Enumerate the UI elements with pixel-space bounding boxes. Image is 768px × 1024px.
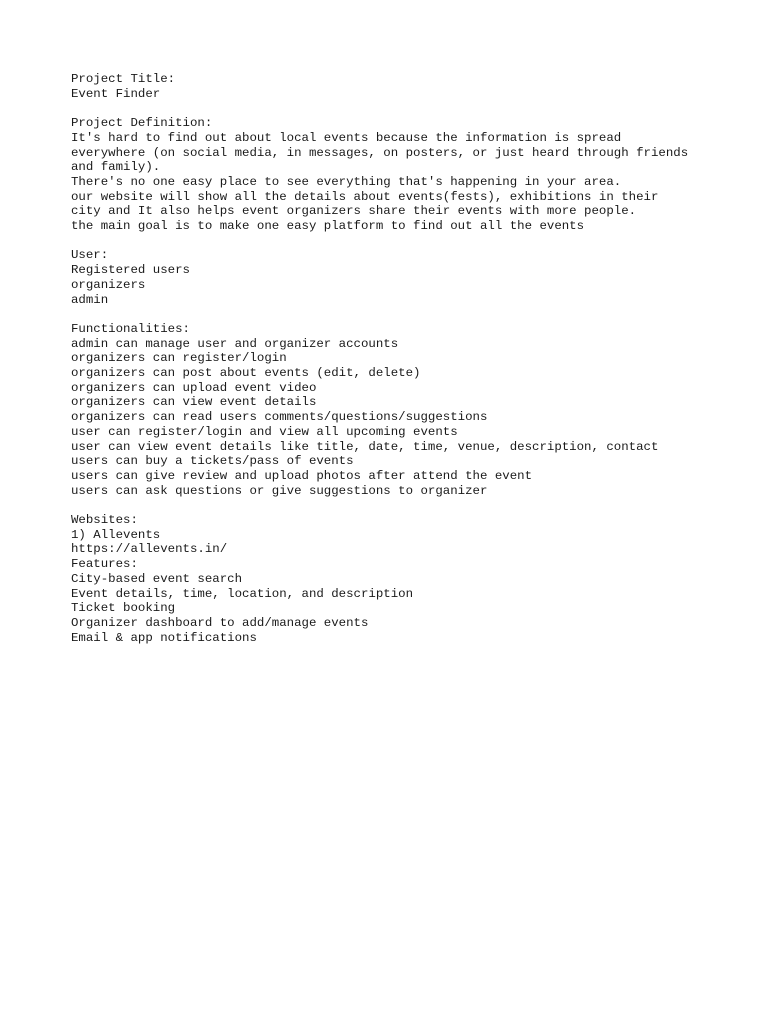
list-item: organizers can upload event video xyxy=(71,380,317,395)
functionalities-section xyxy=(71,322,751,498)
text-line: our website will show all the details about events(fests), exhibitions in their xyxy=(71,189,659,204)
list-item: users can give review and upload photos after attend the event xyxy=(71,468,533,483)
list-item: users can buy a tickets/pass of events xyxy=(71,454,354,469)
list-item: Event details, time, location, and description xyxy=(71,586,414,601)
text-line: everywhere (on social media, in messages, on posters, or just heard through friends xyxy=(71,145,689,160)
list-item: organizers can view event details xyxy=(71,395,317,410)
project-definition-section xyxy=(71,116,751,234)
list-item: organizers can register/login xyxy=(71,351,287,366)
website-url: https://allevents.in/ xyxy=(71,542,228,557)
text-line: the main goal is to make one easy platform to find out all the events xyxy=(71,219,585,234)
list-item: Ticket booking xyxy=(71,601,176,616)
list-item: City-based event search xyxy=(71,571,243,586)
document-page xyxy=(71,72,751,645)
list-item: users can ask questions or give suggestions to organizer xyxy=(71,483,488,498)
website-name: 1) Allevents xyxy=(71,527,161,542)
list-item: Organizer dashboard to add/manage events xyxy=(71,615,369,630)
text-line: city and It also helps event organizers share their events with more people. xyxy=(71,204,637,219)
list-item: organizers can post about events (edit, delete) xyxy=(71,366,421,381)
list-item: organizers xyxy=(71,277,146,292)
section-heading: Websites: xyxy=(71,513,138,528)
section-heading: Project Title: xyxy=(71,72,176,86)
list-item: Registered users xyxy=(71,263,190,278)
features-heading: Features: xyxy=(71,557,138,572)
list-item: admin can manage user and organizer accounts xyxy=(71,336,399,351)
users-section xyxy=(71,248,751,307)
list-item: user can register/login and view all upcoming events xyxy=(71,424,458,439)
text-line: and family). xyxy=(71,160,161,175)
list-item: admin xyxy=(71,292,109,307)
section-heading: Functionalities: xyxy=(71,321,190,336)
list-item: organizers can read users comments/questions/suggestions xyxy=(71,410,488,425)
section-heading: Project Definition: xyxy=(71,116,213,131)
project-title-value: Event Finder xyxy=(71,86,161,101)
text-line: It's hard to find out about local events because the information is spread xyxy=(71,130,622,145)
list-item: user can view event details like title, date, time, venue, description, contact xyxy=(71,439,659,454)
text-line: There's no one easy place to see everything that's happening in your area. xyxy=(71,174,622,189)
list-item: Email & app notifications xyxy=(71,630,257,645)
section-heading: User: xyxy=(71,248,109,263)
project-title-section xyxy=(71,72,751,101)
websites-section xyxy=(71,513,751,645)
